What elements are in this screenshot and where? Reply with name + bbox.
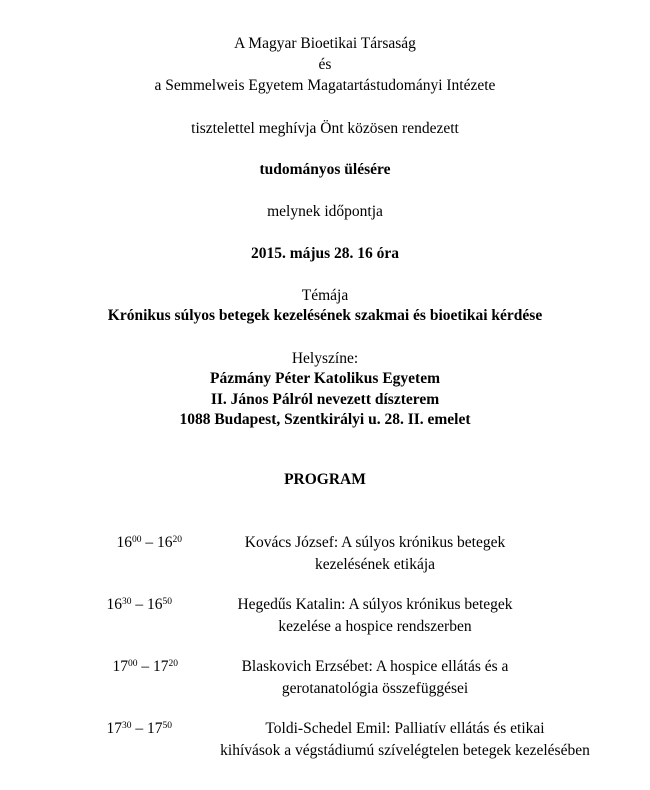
topic-title: Krónikus súlyos betegek kezelésének szakmai és bioetikai kérdése xyxy=(107,307,543,324)
session-time: $17^{00} - 17^{20}$ xyxy=(112,658,178,675)
session-time: $16^{30} - 16^{50}$ xyxy=(106,596,172,613)
session-talk: Hegedűs Katalin: A súlyos krónikus betegek kezelése a hospice rendszerben xyxy=(237,596,513,635)
topic-label: Témája xyxy=(301,287,349,304)
date-label: melynek időpontja xyxy=(267,203,383,220)
event-date: 2015. május 28. 16 óra xyxy=(250,245,400,262)
organizer-2: a Semmelweis Egyetem Magatartástudományi Intézete xyxy=(154,77,496,94)
invitation-text: tisztelettel meghívja Önt közösen rendezett xyxy=(191,120,459,137)
session-talk: Kovács József: A súlyos krónikus betegek kezelésének etikája xyxy=(244,534,506,573)
conjunction: és xyxy=(318,56,332,73)
program-heading: PROGRAM xyxy=(284,471,366,488)
venue-line-2: II. János Pálról nevezett díszterem xyxy=(210,391,440,408)
venue-label: Helyszíne: xyxy=(291,350,359,367)
event-title: tudományos ülésére xyxy=(259,161,391,178)
session-time: $16^{00} - 16^{20}$ xyxy=(116,534,182,551)
session-talk: Blaskovich Erzsébet: A hospice ellátás és a gerotanatológia összefüggései xyxy=(241,658,509,697)
venue-line-3: 1088 Budapest, Szentkirályi u. 28. II. emelet xyxy=(179,411,471,428)
session-talk: Toldi-Schedel Emil: Palliatív ellátás és etikai kihívások a végstádiumú szívelégtelen betegek kezelésében xyxy=(220,720,590,759)
venue-line-1: Pázmány Péter Katolikus Egyetem xyxy=(209,370,441,387)
session-time: $17^{30} - 17^{50}$ xyxy=(106,720,172,737)
organizer-1: A Magyar Bioetikai Társaság xyxy=(234,35,416,52)
